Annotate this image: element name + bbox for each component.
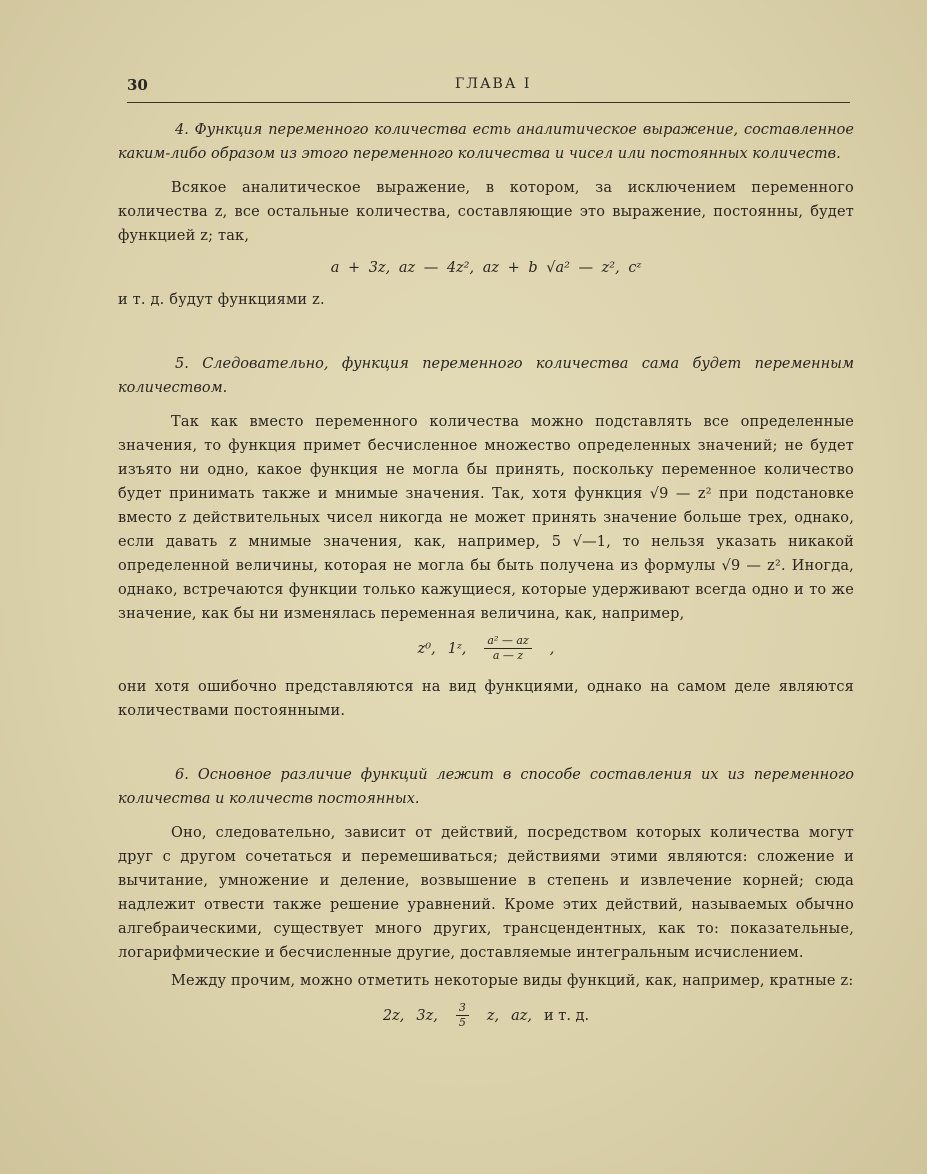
- formula-fraction: [450, 1001, 475, 1030]
- formula-term: 3z,: [416, 1007, 438, 1024]
- section-4-thesis: 4. Функция переменного количества есть аналитическое выражение, составленное каким-либо образом из этого переменного количества и чисел или постоянных количеств.: [118, 122, 854, 162]
- page-number: 30: [127, 76, 148, 94]
- fraction-denominator: a — z: [492, 649, 524, 662]
- fraction-numerator: a² — az: [484, 634, 531, 649]
- page-header: [127, 76, 850, 104]
- section-5-thesis: 5. Следовательно, функция переменного количества сама будет переменным количеством.: [118, 356, 854, 396]
- fraction-denominator: 5: [458, 1016, 466, 1029]
- section-6-thesis: 6. Основное различие функций лежит в способе составления их из переменного количества и количеств постоянных.: [118, 767, 854, 807]
- section-5-paragraph-1: Так как вместо переменного количества можно подставлять все определенные значения, то функция примет бесчисленное множество определенных значений; не будет изъято ни одно, какое функция не могла бы принять, поскольку переменное количество будет принимать также и мнимые значения. Так, хотя функция √9 — z² при подстановке вместо z действительных чисел никогда не может принять значение больше трех, однако, если давать z мнимые значения, как, например, 5 √—1, то нельзя указать никакой определенной величины, которая не могла бы быть получена из формулы √9 — z². Иногда, однако, встречаются функции только кажущиеся, которые удерживают всегда одно и то же значение, как бы ни изменялась переменная величина, как, например,: [118, 414, 854, 622]
- formula-suffix: z,: [486, 1007, 500, 1024]
- formula-term: 1ᶻ,: [447, 640, 467, 657]
- section-6: [118, 763, 854, 1030]
- running-head: ГЛАВА I: [455, 76, 532, 92]
- section-4-formula: a + 3z, az — 4z², az + b √a² — z², cᶻ: [330, 260, 642, 276]
- formula-term: и т. д.: [544, 1007, 590, 1024]
- section-6-paragraph-2: Между прочим, можно отметить некоторые виды функций, как, например, кратные z:: [171, 973, 854, 989]
- formula-suffix: ,: [549, 640, 555, 657]
- page-body: [118, 118, 854, 1070]
- formula-fraction: [478, 634, 537, 663]
- section-4-paragraph-1: Всякое аналитическое выражение, в котором, за исключением переменного количества z, все остальные количества, составляющие это выражение, постоянны, будет функцией z; так,: [118, 180, 854, 244]
- fraction-numerator: 3: [456, 1001, 469, 1016]
- header-rule: [127, 102, 850, 103]
- formula-term: 2z,: [382, 1007, 405, 1024]
- section-5-formula: [118, 634, 854, 663]
- formula-term: az,: [511, 1007, 533, 1024]
- section-5: [118, 352, 854, 723]
- section-4-paragraph-2: и т. д. будут функциями z.: [118, 292, 325, 308]
- section-5-paragraph-2: они хотя ошибочно представляются на вид функциями, однако на самом деле являются количествами постоянными.: [118, 679, 854, 719]
- formula-term: z⁰,: [417, 640, 436, 657]
- section-4: [118, 118, 854, 312]
- section-6-formula: [118, 1001, 854, 1030]
- section-6-paragraph-1: Оно, следовательно, зависит от действий, посредством которых количества могут друг с другом сочетаться и перемешиваться; действиями этими являются: сложение и вычитание, умножение и деление, возвышение в степень и извлечение корней; сюда надлежит отвести также решение уравнений. Кроме этих действий, называемых обычно алгебраическими, существует много других, трансцендентных, как то: показательные, логарифмические и бесчисленные другие, доставляемые интегральным исчислением.: [118, 825, 854, 961]
